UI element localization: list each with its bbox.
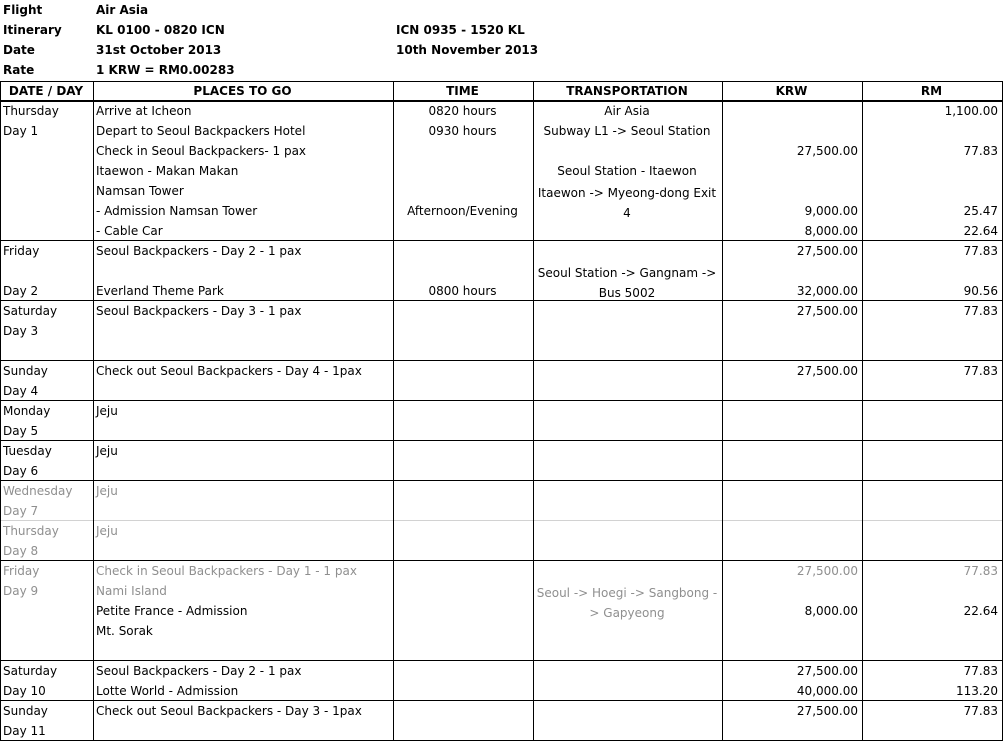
header-value-date-return: 10th November 2013 bbox=[396, 43, 539, 57]
row-separator bbox=[0, 480, 1003, 481]
rm-amount: 77.83 bbox=[963, 364, 998, 378]
krw-amount: 27,500.00 bbox=[796, 144, 858, 158]
day-date-label: Day 8 bbox=[3, 544, 39, 558]
place-item: Itaewon - Makan Makan bbox=[96, 164, 239, 178]
rm-amount: 113.20 bbox=[956, 684, 998, 698]
day-date-label: Day 9 bbox=[3, 584, 39, 598]
day-date-label: Sunday bbox=[3, 704, 48, 718]
column-header-places: PLACES TO GO bbox=[193, 84, 292, 98]
header-label-date: Date bbox=[3, 43, 35, 57]
header-label-itinerary: Itinerary bbox=[3, 23, 62, 37]
table-top-border bbox=[0, 81, 1003, 82]
krw-amount: 8,000.00 bbox=[804, 604, 858, 618]
place-item: Everland Theme Park bbox=[96, 284, 224, 298]
day-date-label: Thursday bbox=[3, 104, 59, 118]
column-separator bbox=[93, 81, 94, 741]
day-date-label: Day 1 bbox=[3, 124, 39, 138]
rm-amount: 77.83 bbox=[963, 244, 998, 258]
place-item: Jeju bbox=[96, 484, 118, 498]
place-item: Check out Seoul Backpackers - Day 3 - 1pax bbox=[96, 704, 362, 718]
column-header-time: TIME bbox=[446, 84, 479, 98]
row-separator bbox=[0, 360, 1003, 361]
row-separator bbox=[0, 660, 1003, 661]
rm-amount: 77.83 bbox=[963, 664, 998, 678]
transport-value: Seoul Station -> Gangnam -> Bus 5002 bbox=[537, 266, 717, 300]
header-value-flight: Air Asia bbox=[96, 3, 149, 17]
place-item: Check out Seoul Backpackers - Day 4 - 1pax bbox=[96, 364, 362, 378]
time-value: 0930 hours bbox=[428, 124, 497, 138]
rm-amount: 25.47 bbox=[963, 204, 998, 218]
rm-amount: 77.83 bbox=[963, 144, 998, 158]
krw-amount: 27,500.00 bbox=[796, 704, 858, 718]
itinerary-table bbox=[0, 81, 1003, 741]
rm-amount: 22.64 bbox=[963, 224, 998, 238]
place-item: Lotte World - Admission bbox=[96, 684, 239, 698]
time-value: 0800 hours bbox=[428, 284, 497, 298]
column-separator bbox=[0, 81, 1, 741]
krw-amount: 8,000.00 bbox=[804, 224, 858, 238]
place-item: Check in Seoul Backpackers- 1 pax bbox=[96, 144, 307, 158]
row-separator bbox=[0, 560, 1003, 561]
row-separator bbox=[0, 700, 1003, 701]
day-date-label: Sunday bbox=[3, 364, 48, 378]
time-value: Afternoon/Evening bbox=[407, 204, 518, 218]
header-label-rate: Rate bbox=[3, 63, 35, 77]
place-item: Jeju bbox=[96, 524, 118, 538]
column-separator bbox=[722, 81, 723, 741]
row-separator bbox=[0, 520, 1003, 521]
place-item: Arrive at Icheon bbox=[96, 104, 192, 118]
row-separator bbox=[0, 440, 1003, 441]
krw-amount: 27,500.00 bbox=[796, 564, 858, 578]
place-item: Jeju bbox=[96, 404, 118, 418]
transport-value: Subway L1 -> Seoul Station bbox=[543, 124, 711, 138]
time-value: 0820 hours bbox=[428, 104, 497, 118]
rm-amount: 77.83 bbox=[963, 564, 998, 578]
day-date-label: Tuesday bbox=[3, 444, 52, 458]
place-item: Check in Seoul Backpackers - Day 1 - 1 pax bbox=[96, 564, 357, 578]
day-date-label: Day 6 bbox=[3, 464, 39, 478]
place-item: Jeju bbox=[96, 444, 118, 458]
rm-amount: 90.56 bbox=[963, 284, 998, 298]
krw-amount: 27,500.00 bbox=[796, 304, 858, 318]
place-item: Namsan Tower bbox=[96, 184, 184, 198]
day-date-label: Saturday bbox=[3, 304, 58, 318]
header-label-flight: Flight bbox=[3, 3, 43, 17]
day-date-label: Day 7 bbox=[3, 504, 39, 518]
day-date-label: Thursday bbox=[3, 524, 59, 538]
header-bottom-border bbox=[0, 100, 1003, 102]
day-date-label: Day 10 bbox=[3, 684, 46, 698]
rm-amount: 1,100.00 bbox=[944, 104, 998, 118]
place-item: Seoul Backpackers - Day 2 - 1 pax bbox=[96, 244, 302, 258]
krw-amount: 27,500.00 bbox=[796, 664, 858, 678]
day-date-label: Day 3 bbox=[3, 324, 39, 338]
day-date-label: Day 11 bbox=[3, 724, 46, 738]
place-item: Mt. Sorak bbox=[96, 624, 153, 638]
column-header-date: DATE / DAY bbox=[8, 84, 84, 98]
day-date-label: Wednesday bbox=[3, 484, 73, 498]
transport-value: Itaewon -> Myeong-dong Exit 4 bbox=[537, 186, 717, 220]
row-separator bbox=[0, 240, 1003, 241]
place-item: Nami Island bbox=[96, 584, 167, 598]
place-item: - Cable Car bbox=[96, 224, 163, 238]
header-value-itinerary-return: ICN 0935 - 1520 KL bbox=[396, 23, 525, 37]
krw-amount: 32,000.00 bbox=[796, 284, 858, 298]
header-value-itinerary-out: KL 0100 - 0820 ICN bbox=[96, 23, 225, 37]
krw-amount: 27,500.00 bbox=[796, 244, 858, 258]
day-date-label: Day 5 bbox=[3, 424, 39, 438]
day-date-label: Monday bbox=[3, 404, 51, 418]
place-item: Petite France - Admission bbox=[96, 604, 248, 618]
header-value-rate: 1 KRW = RM0.00283 bbox=[96, 63, 235, 77]
day-date-label: Saturday bbox=[3, 664, 58, 678]
column-header-transport: TRANSPORTATION bbox=[566, 84, 688, 98]
column-header-rm: RM bbox=[920, 84, 943, 98]
transport-value: Seoul -> Hoegi -> Sangbong -> Gapyeong bbox=[536, 586, 718, 620]
krw-amount: 40,000.00 bbox=[796, 684, 858, 698]
row-separator bbox=[0, 400, 1003, 401]
krw-amount: 27,500.00 bbox=[796, 364, 858, 378]
place-item: Seoul Backpackers - Day 2 - 1 pax bbox=[96, 664, 302, 678]
column-separator bbox=[393, 81, 394, 741]
rm-amount: 77.83 bbox=[963, 704, 998, 718]
place-item: - Admission Namsan Tower bbox=[96, 204, 258, 218]
column-header-krw: KRW bbox=[775, 84, 808, 98]
column-separator bbox=[862, 81, 863, 741]
column-separator bbox=[533, 81, 534, 741]
transport-value: Air Asia bbox=[604, 104, 650, 118]
transport-value: Seoul Station - Itaewon bbox=[557, 164, 697, 178]
row-separator bbox=[0, 300, 1003, 301]
header-value-date-out: 31st October 2013 bbox=[96, 43, 222, 57]
rm-amount: 22.64 bbox=[963, 604, 998, 618]
day-date-label: Day 4 bbox=[3, 384, 39, 398]
day-date-label: Day 2 bbox=[3, 284, 39, 298]
day-date-label: Friday bbox=[3, 244, 40, 258]
krw-amount: 9,000.00 bbox=[804, 204, 858, 218]
rm-amount: 77.83 bbox=[963, 304, 998, 318]
place-item: Depart to Seoul Backpackers Hotel bbox=[96, 124, 306, 138]
day-date-label: Friday bbox=[3, 564, 40, 578]
place-item: Seoul Backpackers - Day 3 - 1 pax bbox=[96, 304, 302, 318]
